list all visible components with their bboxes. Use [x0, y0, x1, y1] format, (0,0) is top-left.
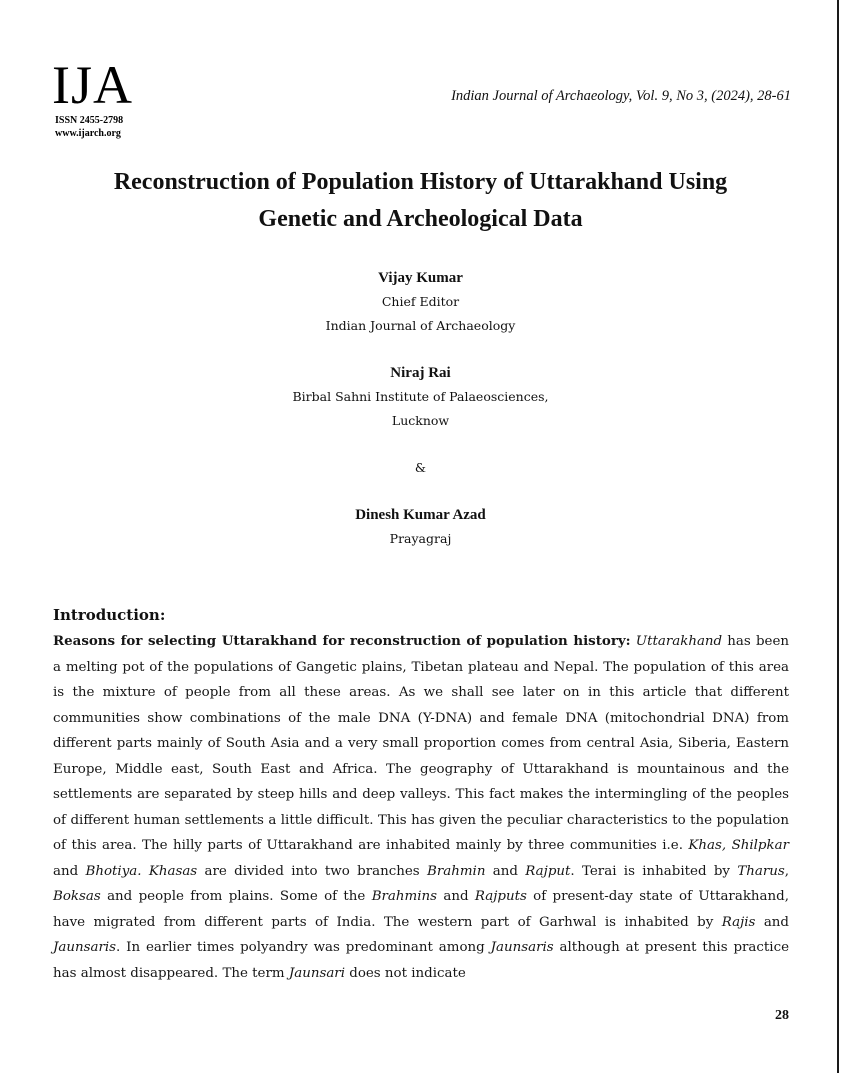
author-2	[0, 361, 841, 433]
italic-term: Tharus	[737, 863, 785, 879]
author-affiliation: Chief Editor	[381, 294, 460, 309]
paragraph-text: has been a melting pot of the populations of Gangetic plains, Tibetan plateau and Nepal. The population of this area is the mixture of people from all these areas. As we shall see later on in this article that different communities show combinations of the male DNA (Y-DNA) and female DNA (mitochondrial DNA) from different parts mainly of South Asia and a very small proportion comes from central Asia, Siberia, Eastern Europe, Middle east, South East and Africa. The geography of Uttarakhand is mountainous and the settlements are separated by steep hills and deep valleys. This fact makes the intermingling of the peoples of different human settlements a little difficult. This has given the peculiar characteristics to the population of this area. The hilly parts of Uttarakhand are inhabited mainly by three communities i.e.	[53, 634, 789, 853]
author-3	[0, 503, 841, 551]
italic-term: Boksas	[53, 889, 101, 904]
paper-title	[0, 164, 841, 238]
journal-logo: IJA	[52, 55, 133, 115]
italic-term: Bhotiya. Khasas	[85, 863, 198, 879]
paragraph-text: . Terai is inhabited by	[570, 863, 738, 879]
paragraph-text: and	[485, 863, 526, 879]
title-line-2: Genetic and Archeological Data	[258, 206, 583, 232]
intro-paragraph	[53, 629, 789, 986]
paragraph-text: and people from plains. Some of the	[100, 889, 372, 904]
author-block	[0, 266, 841, 551]
author-name: Niraj Rai	[390, 365, 451, 381]
italic-term: Khas, Shilpkar	[688, 838, 789, 853]
paragraph-lead: Reasons for selecting Uttarakhand for reconstruction of population history:	[53, 633, 631, 649]
author-affiliation: Indian Journal of Archaeology	[325, 318, 516, 333]
author-name: Dinesh Kumar Azad	[355, 507, 486, 523]
author-1	[0, 266, 841, 338]
paragraph-text: are divided into two branches	[197, 863, 427, 879]
paragraph-text: although at present this practice has almost disappeared. The term	[53, 940, 790, 981]
author-affiliation: Lucknow	[391, 413, 450, 428]
italic-term: Rajis	[721, 914, 756, 930]
italic-term: Uttarakhand	[635, 634, 723, 649]
issn-text: ISSN 2455-2798	[55, 115, 124, 126]
issn-block	[55, 114, 123, 140]
author-name: Vijay Kumar	[378, 270, 463, 286]
italic-term: Jaunsaris	[53, 940, 117, 955]
italic-term: Brahmins	[371, 889, 438, 904]
title-line-1: Reconstruction of Population History of Uttarakhand Using	[113, 169, 728, 195]
italic-term: Jaunsaris	[490, 940, 554, 955]
author-affiliation: Birbal Sahni Institute of Palaeosciences,	[292, 389, 549, 404]
journal-reference: Indian Journal of Archaeology, Vol. 9, No 3, (2024), 28-61	[451, 88, 791, 104]
author-affiliation: Prayagraj	[389, 531, 452, 546]
website-text: www.ijarch.org	[55, 128, 121, 139]
author-separator: &	[414, 460, 427, 475]
section-heading: Introduction:	[53, 606, 166, 624]
italic-term: Brahmin	[426, 863, 486, 879]
paragraph-text: does not indicate	[344, 965, 466, 981]
paragraph-text: and	[755, 914, 789, 930]
paragraph-text: of present-day state of Uttarakhand, have migrated from different parts of India. The western part of Garhwal is inhabited by	[53, 889, 789, 930]
paragraph-text: ,	[784, 863, 790, 879]
paragraph-text: and	[437, 889, 475, 904]
page-number: 28	[775, 1008, 789, 1023]
italic-term: Jaunsari	[288, 965, 345, 981]
italic-term: Rajputs	[474, 889, 527, 904]
paragraph-text: and	[53, 863, 86, 879]
italic-term: Rajput	[525, 863, 571, 879]
paragraph-text: . In earlier times polyandry was predominant among	[116, 940, 491, 955]
